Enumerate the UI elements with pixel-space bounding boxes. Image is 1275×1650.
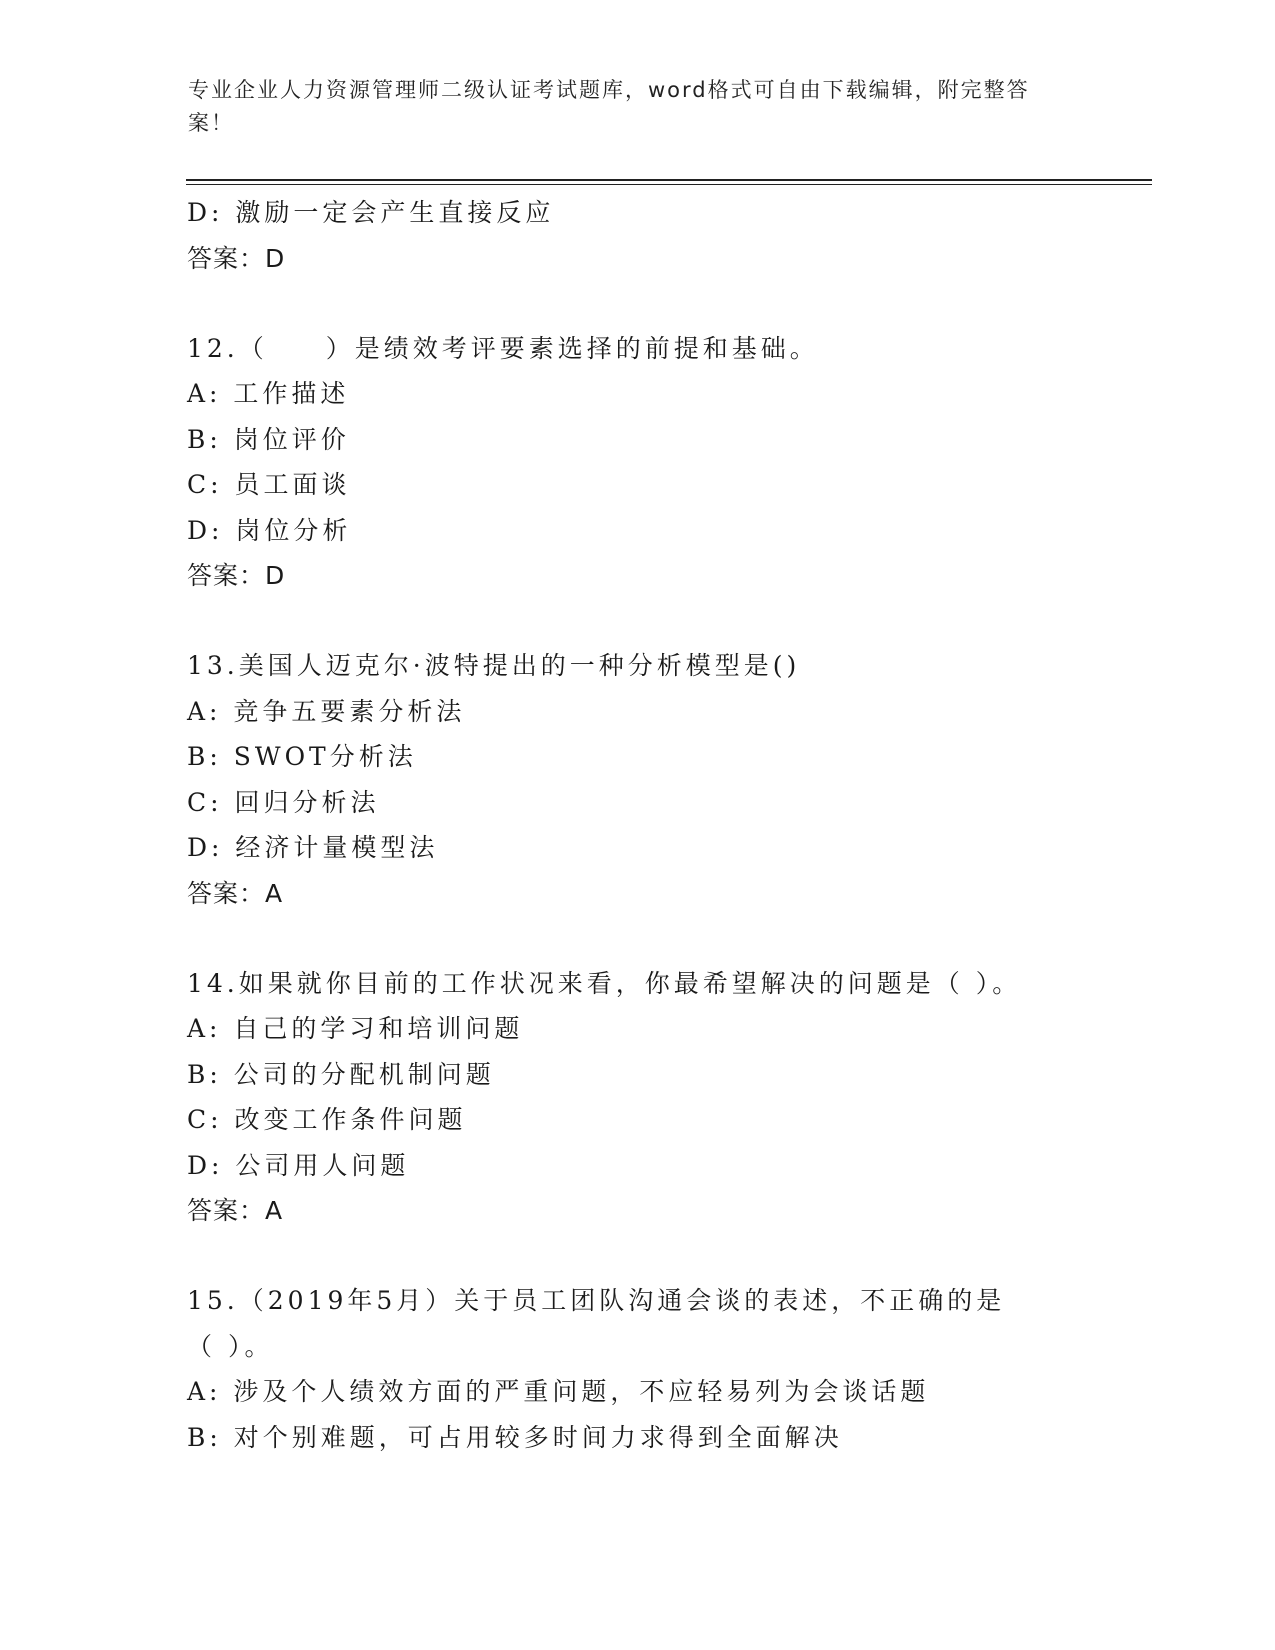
answer-line: 答案：A bbox=[187, 1196, 284, 1225]
question-block-15 bbox=[187, 1278, 1087, 1460]
option-a: A: 竞争五要素分析法 bbox=[187, 696, 466, 726]
answer-line: 答案：A bbox=[187, 878, 284, 908]
option-b: B: 公司的分配机制问题 bbox=[187, 1059, 495, 1089]
option-d: D: 经济计量模型法 bbox=[187, 833, 439, 862]
option-a: A: 涉及个人绩效方面的严重问题，不应轻易列为会谈话题 bbox=[187, 1377, 930, 1406]
option-b: B: SWOT分析法 bbox=[187, 742, 417, 771]
document-body bbox=[187, 190, 1087, 1460]
answer-line: 答案：D bbox=[187, 561, 286, 590]
answer-line: 答案：D bbox=[187, 243, 286, 273]
option-c: C: 回归分析法 bbox=[187, 787, 380, 817]
option-d: D: 激励一定会产生直接反应 bbox=[187, 198, 555, 227]
document-header: 专业企业人力资源管理师二级认证考试题库，word格式可自由下载编辑，附完整答案！ bbox=[188, 78, 1030, 135]
option-b: B: 对个别难题，可占用较多时间力求得到全面解决 bbox=[187, 1422, 843, 1452]
option-a: A: 自己的学习和培训问题 bbox=[187, 1014, 524, 1043]
question-stem: 15.（2019年5月）关于员工团队沟通会谈的表述，不正确的是（ ）。 bbox=[187, 1286, 1006, 1361]
option-c: C: 员工面谈 bbox=[187, 470, 351, 499]
option-b: B: 岗位评价 bbox=[187, 424, 350, 454]
question-block-13 bbox=[187, 643, 1087, 917]
question-block-14 bbox=[187, 961, 1087, 1235]
option-a: A: 工作描述 bbox=[187, 379, 350, 408]
header-rule-thick bbox=[186, 179, 1152, 181]
header-rule-thin bbox=[186, 184, 1152, 185]
question-stem: 12.（ ）是绩效考评要素选择的前提和基础。 bbox=[187, 333, 819, 363]
option-d: D: 公司用人问题 bbox=[187, 1150, 410, 1180]
question-block-12 bbox=[187, 326, 1087, 600]
question-stem: 14.如果就你目前的工作状况来看，你最希望解决的问题是（ ）。 bbox=[187, 968, 1022, 998]
question-stem: 13.美国人迈克尔·波特提出的一种分析模型是() bbox=[187, 651, 801, 680]
option-c: C: 改变工作条件问题 bbox=[187, 1105, 467, 1134]
option-d: D: 岗位分析 bbox=[187, 515, 352, 545]
question-block-11 bbox=[187, 190, 1087, 282]
